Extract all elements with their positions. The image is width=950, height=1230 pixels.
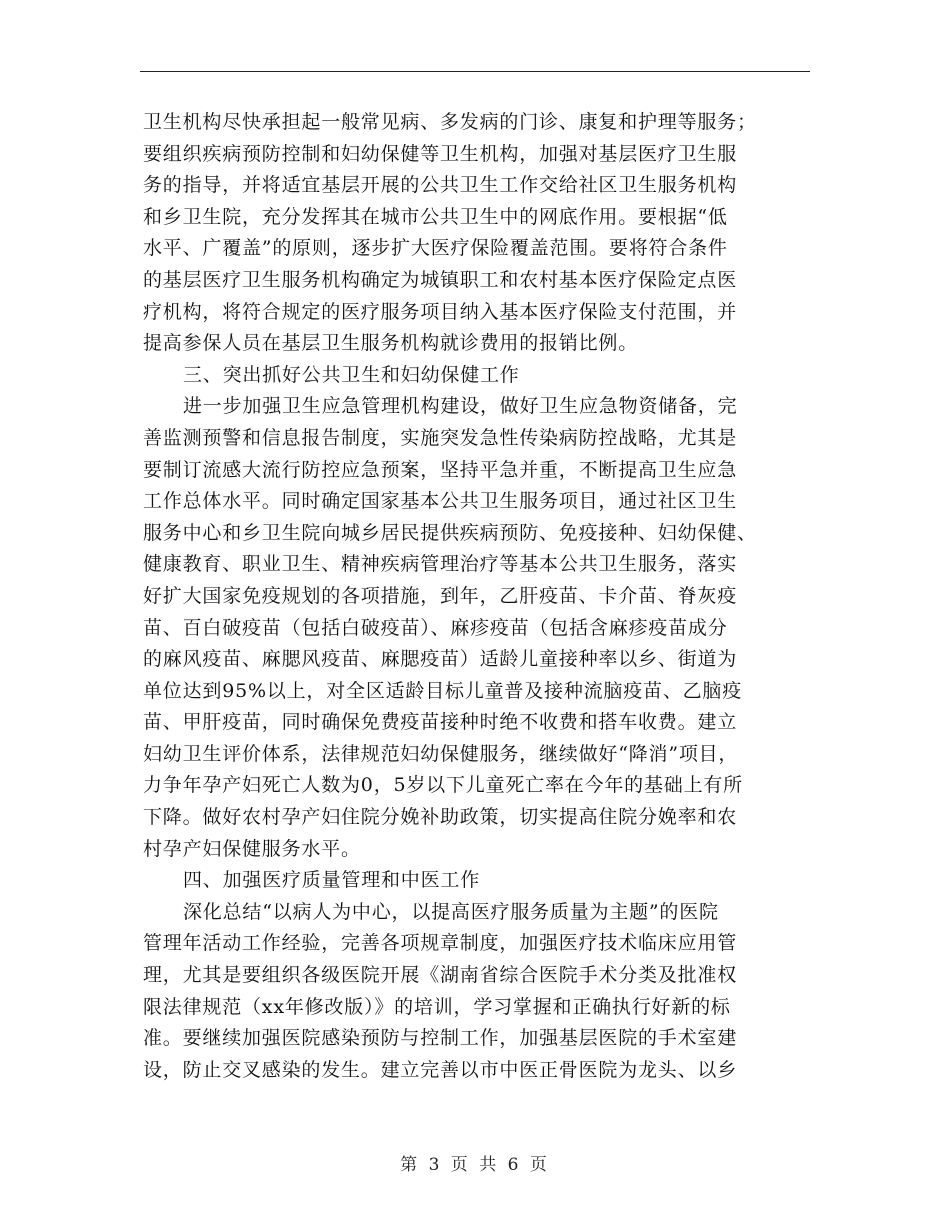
text-line: 务的指导，并将适宜基层开展的公共卫生工作交给社区卫生服务机构 xyxy=(143,174,738,197)
text-line: 提高参保人员在基层卫生服务机构就诊费用的报销比例。 xyxy=(143,332,639,355)
text-line: 要制订流感大流行防控应急预案，坚持平急并重，不断提高卫生应急 xyxy=(143,458,738,481)
text-line: 服务中心和乡卫生院向城乡居民提供疾病预防、免疫接种、妇幼保健、 xyxy=(143,521,757,544)
text-line: 管理年活动工作经验，完善各项规章制度，加强医疗技术临床应用管 xyxy=(143,932,738,955)
text-line: 水平、广覆盖”的原则，逐步扩大医疗保险覆盖范围。要将符合条件 xyxy=(143,237,728,260)
text-line: 好扩大国家免疫规划的各项措施，到年，乙肝疫苗、卡介苗、脊灰疫 xyxy=(143,584,738,607)
text-line: 和乡卫生院，充分发挥其在城市公共卫生中的网底作用。要根据“低 xyxy=(143,205,728,228)
text-line: 限法律规范（xx年修改版）》的培训，学习掌握和正确执行好新的标 xyxy=(143,995,731,1018)
text-line: 下降。做好农村孕产妇住院分娩补助政策，切实提高住院分娩率和农 xyxy=(143,806,738,829)
page-number: 第 3 页 共 6 页 xyxy=(400,1155,550,1175)
text-line: 苗、百白破疫苗（包括白破疫苗）、麻疹疫苗（包括含麻疹疫苗成分 xyxy=(143,616,728,639)
text-line: 疗机构，将符合规定的医疗服务项目纳入基本医疗保险支付范围，并 xyxy=(143,300,738,323)
text-line: 三、突出抓好公共卫生和妇幼保健工作 xyxy=(183,363,520,386)
text-line: 要组织疾病预防控制和妇幼保健等卫生机构，加强对基层医疗卫生服 xyxy=(143,142,738,165)
text-line: 妇幼卫生评价体系，法律规范妇幼保健服务，继续做好“降消”项目， xyxy=(143,742,739,765)
text-line: 设，防止交叉感染的发生。建立完善以市中医正骨医院为龙头、以乡 xyxy=(143,1058,738,1081)
text-line: 力争年孕产妇死亡人数为0，5岁以下儿童死亡率在今年的基础上有所 xyxy=(143,774,743,797)
text-line: 理，尤其是要组织各级医院开展《湖南省综合医院手术分类及批准权 xyxy=(143,964,738,987)
header-rule xyxy=(140,71,810,72)
text-line: 卫生机构尽快承担起一般常见病、多发病的门诊、康复和护理等服务； xyxy=(143,111,757,133)
text-line: 单位达到95%以上，对全区适龄目标儿童普及接种流脑疫苗、乙脑疫 xyxy=(143,679,743,702)
text-line: 深化总结“以病人为中心，以提高医疗服务质量为主题”的医院 xyxy=(183,900,719,923)
text-line: 的麻风疫苗、麻腮风疫苗、麻腮疫苗）适龄儿童接种率以乡、街道为 xyxy=(143,648,738,671)
text-line: 健康教育、职业卫生、精神疾病管理治疗等基本公共卫生服务，落实 xyxy=(143,553,738,576)
text-line: 进一步加强卫生应急管理机构建设，做好卫生应急物资储备，完 xyxy=(183,395,738,418)
text-line: 准。要继续加强医院感染预防与控制工作，加强基层医院的手术室建 xyxy=(143,1027,738,1050)
text-line: 善监测预警和信息报告制度，实施突发急性传染病防控战略，尤其是 xyxy=(143,426,738,449)
text-line: 的基层医疗卫生服务机构确定为城镇职工和农村基本医疗保险定点医 xyxy=(143,268,738,291)
text-line: 四、加强医疗质量管理和中医工作 xyxy=(183,869,481,892)
document-body xyxy=(143,107,813,1086)
text-line: 工作总体水平。同时确定国家基本公共卫生服务项目，通过社区卫生 xyxy=(143,490,738,513)
text-line: 苗、甲肝疫苗，同时确保免费疫苗接种时绝不收费和搭车收费。建立 xyxy=(143,711,738,734)
text-line: 村孕产妇保健服务水平。 xyxy=(143,837,361,860)
